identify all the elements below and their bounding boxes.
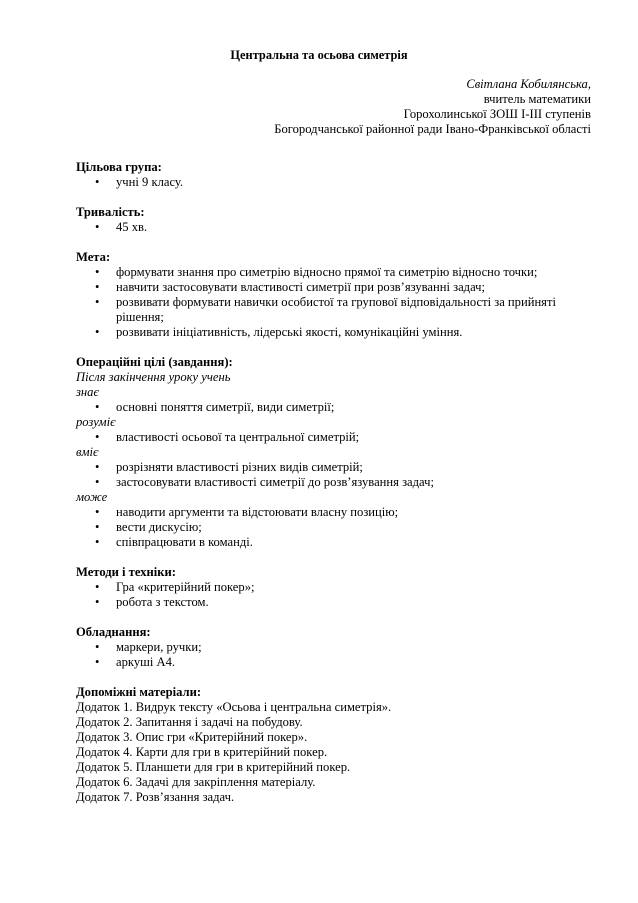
section-heading: Мета: [76,250,111,264]
section-materials [76,685,596,805]
list-item: • аркуші А4. [76,655,596,670]
section-duration [76,205,596,235]
appendix-line: Додаток 4. Карти для гри в критерійний покер. [76,745,328,759]
section-heading: Тривалість: [76,205,145,219]
list-item: • Гра «критерійний покер»; [76,580,596,595]
section-heading: Операційні цілі (завдання): [76,355,233,369]
appendix-line: Додаток 7. Розв’язання задач. [76,790,235,804]
section-methods [76,565,596,610]
list-item: • 45 хв. [76,220,596,235]
appendix-line: Додаток 2. Запитання і задачі на побудову. [76,715,303,729]
document-title: Центральна та осьова симетрія [230,48,408,62]
author-school: Горохолинської ЗОШ І-ІІІ ступенів [403,107,591,121]
appendix-line: Додаток 6. Задачі для закріплення матеріалу. [76,775,316,789]
list-item: • застосовувати властивості симетрії до розв’язування задач; [76,475,596,490]
bullet-list [76,460,596,490]
section-heading: Допоміжні матеріали: [76,685,202,699]
bullet-list [76,265,596,340]
objectives-label-able: може [76,490,108,504]
objectives-label-can: вміє [76,445,99,459]
list-item: • розвивати формувати навички особистої та групової відповідальності за прийняті рішення; [76,295,596,325]
list-item: • розрізняти властивості різних видів симетрій; [76,460,596,475]
section-heading: Обладнання: [76,625,151,639]
objectives-intro: Після закінчення уроку учень [76,370,231,384]
list-item: • розвивати ініціативність, лідерські якості, комунікаційні уміння. [76,325,596,340]
list-item: • основні поняття симетрії, види симетрії; [76,400,596,415]
author-block [274,77,591,137]
appendix-line: Додаток 3. Опис гри «Критерійний покер». [76,730,308,744]
bullet-list [76,220,596,235]
list-item: • наводити аргументи та відстоювати власну позицію; [76,505,596,520]
list-item: • робота з текстом. [76,595,596,610]
section-target [76,160,596,190]
section-heading: Цільова група: [76,160,162,174]
bullet-list [76,640,596,670]
list-item: • співпрацювати в команді. [76,535,596,550]
section-goal [76,250,596,340]
section-heading: Методи і техніки: [76,565,176,579]
list-item: • учні 9 класу. [76,175,596,190]
list-item: • формувати знання про симетрію відносно прямої та симетрію відносно точки; [76,265,596,280]
appendix-line: Додаток 5. Планшети для гри в критерійний покер. [76,760,351,774]
author-name: Світлана Кобилянська, [466,77,591,91]
bullet-list [76,580,596,610]
list-item: • властивості осьової та центральної симетрій; [76,430,596,445]
appendix-line: Додаток 1. Видрук тексту «Осьова і центральна симетрія». [76,700,392,714]
section-objectives [76,355,596,550]
bullet-list [76,175,596,190]
author-position: вчитель математики [483,92,591,106]
list-item: • вести дискусію; [76,520,596,535]
objectives-label-understands: розуміє [76,415,116,429]
bullet-list [76,430,596,445]
bullet-list [76,400,596,415]
bullet-list [76,505,596,550]
author-district: Богородчанської районної ради Івано-Франківської області [274,122,591,136]
section-equipment [76,625,596,670]
document-body [76,160,596,820]
objectives-label-knows: знає [76,385,99,399]
list-item: • навчити застосовувати властивості симетрії при розв’язуванні задач; [76,280,596,295]
list-item: • маркери, ручки; [76,640,596,655]
